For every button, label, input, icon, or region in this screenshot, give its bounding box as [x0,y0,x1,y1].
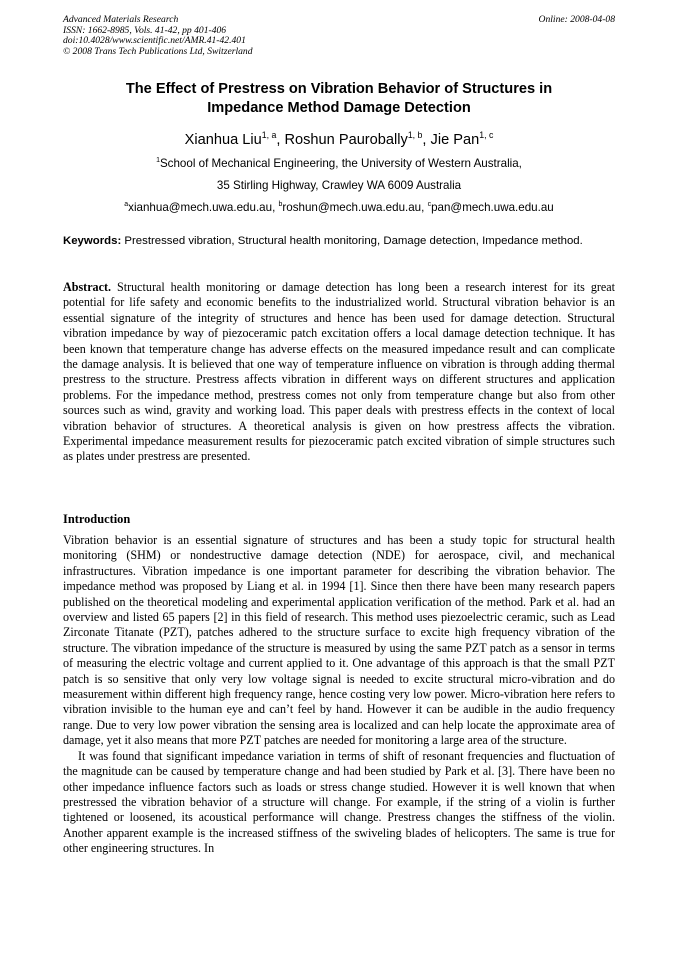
author-name: Roshun Paurobally [284,132,408,148]
title-line-1: The Effect of Prestress on Vibration Behavior of Structures in [125,81,553,97]
author-separator: , [276,132,285,148]
author-superscript: 1, c [479,130,494,141]
email-list [63,201,615,215]
introduction-body [63,533,615,857]
paper-title [63,80,615,118]
author [431,132,494,148]
email-address[interactable]: pan@mech.uwa.edu.au [431,201,554,214]
journal-header [63,15,615,57]
affiliation-superscript: 1 [156,157,160,165]
email-address[interactable]: xianhua@mech.uwa.edu.au [128,201,273,214]
online-date: Online: 2008-04-08 [538,14,615,25]
keywords [63,234,615,249]
issn-line: ISSN: 1662-8985, Vols. 41-42, pp 401-406 [63,24,227,36]
email-superscript: c [427,201,432,209]
author-name: Xianhua Liu [184,132,262,148]
email-separator: , [272,201,279,214]
email-superscript: b [278,201,283,209]
doi-line: doi:10.4028/www.scientific.net/AMR.41-42.401 [63,35,246,47]
paragraph: Vibration behavior is an essential signature of structures and has been a study topic for structural health monitoring (SHM) or nondestructive damage detection (NDE) for aerospace, civil, and mechanical infrastructures. Vibration impedance is one important parameter for describing the vibration behavior. The impedance method was proposed by Liang et al. in 1994 [1]. Since then there have been many research papers published on the theoretical modeling and experimental application verification of the method. Park et al. had an overview and listed 65 papers [2] in this field of research. This method uses piezoelectric ceramic, such as Lead Zirconate Titanate (PZT), patches adhered to the structure surface to excite high frequency vibration of the structure. The vibration impedance of the structure is measured by using the same PZT patch as a sensor in terms of measuring the electric voltage and current applied to it. One advantage of this approach is that the small PZT patch is so sensitive that only very low voltage signal is needed to excite structural micro-vibration and do measurement within different high frequency range, hence costing very low power. Micro-vibration here refers to vibration invisible to the human eye and can’t feel by hand. However it can be audible in the audio frequency range. Due to very low power vibration the sensing area is localized and can help locate the approximate area of damage, yet it also means that more PZT patches are needed for monitoring a large area of the structure. [63,533,615,748]
paragraph: It was found that significant impedance variation in terms of shift of resonant frequencies and fluctuation of the magnitude can be caused by temperature change and had been studied by Park et al. [3]. There have been no other impedance influence factors such as loads or stress change studied. However it is well known that when prestressed the vibration behavior of a structure will change. For example, if the string of a violin is further tightened or loosened, its acoustical performance will change. Prestress changes the stiffness of the violin. Another apparent example is the increased stiffness of the swiveling blades of helicopters. The same is true for other engineering structures. In [63,748,615,856]
email-separator: , [421,201,428,214]
abstract-text: Structural health monitoring or damage detection has long been a research interest for its great potential for life safety and economic benefits to the industrialized world. Structural vibration behavior is an essential signature of the integrity of structures and hence has been used for damage detection. Structural vibration impedance by way of piezoceramic patch excitation offers a local damage detection technique. It has been known that temperature change has adverse effects on the measured impedance result and can complicate the damage analysis. It is believed that one way of temperature influence on vibration is through adding thermal prestress to the structure. Prestress affects vibration in different ways on different structures and application problems. For the impedance method, prestress comes not only from temperature change but also from other sources such as wind, gravity and working load. This paper deals with prestress effects in the context of local vibration behavior of structures. A theoretical analysis is given on how prestress affects the vibration. Experimental impedance measurement results for piezoceramic patch excited vibration of simple structures such as plates under prestress are presented. [63,280,615,464]
section-heading-introduction: Introduction [63,512,131,526]
author [185,132,285,148]
affiliation-line-2: 35 Stirling Highway, Crawley WA 6009 Australia [216,179,462,192]
abstract-label: Abstract. [63,280,112,294]
author-superscript: 1, a [261,130,277,141]
copyright-line: © 2008 Trans Tech Publications Ltd, Switzerland [63,45,253,57]
author-superscript: 1, b [407,130,423,141]
affiliation-line-1 [63,157,615,171]
author [284,132,430,148]
journal-name: Advanced Materials Research [63,14,179,25]
title-line-2: Impedance Method Damage Detection [207,100,471,116]
abstract [63,280,615,465]
keywords-label: Keywords: [63,235,122,247]
email-superscript: a [124,201,129,209]
email-address[interactable]: roshun@mech.uwa.edu.au [282,201,422,214]
author-name: Jie Pan [430,132,480,148]
keywords-text: Prestressed vibration, Structural health monitoring, Damage detection, Impedance method. [121,235,583,247]
author-separator: , [422,132,431,148]
author-list [63,131,615,149]
affiliation-text: School of Mechanical Engineering, the University of Western Australia, [159,157,522,170]
